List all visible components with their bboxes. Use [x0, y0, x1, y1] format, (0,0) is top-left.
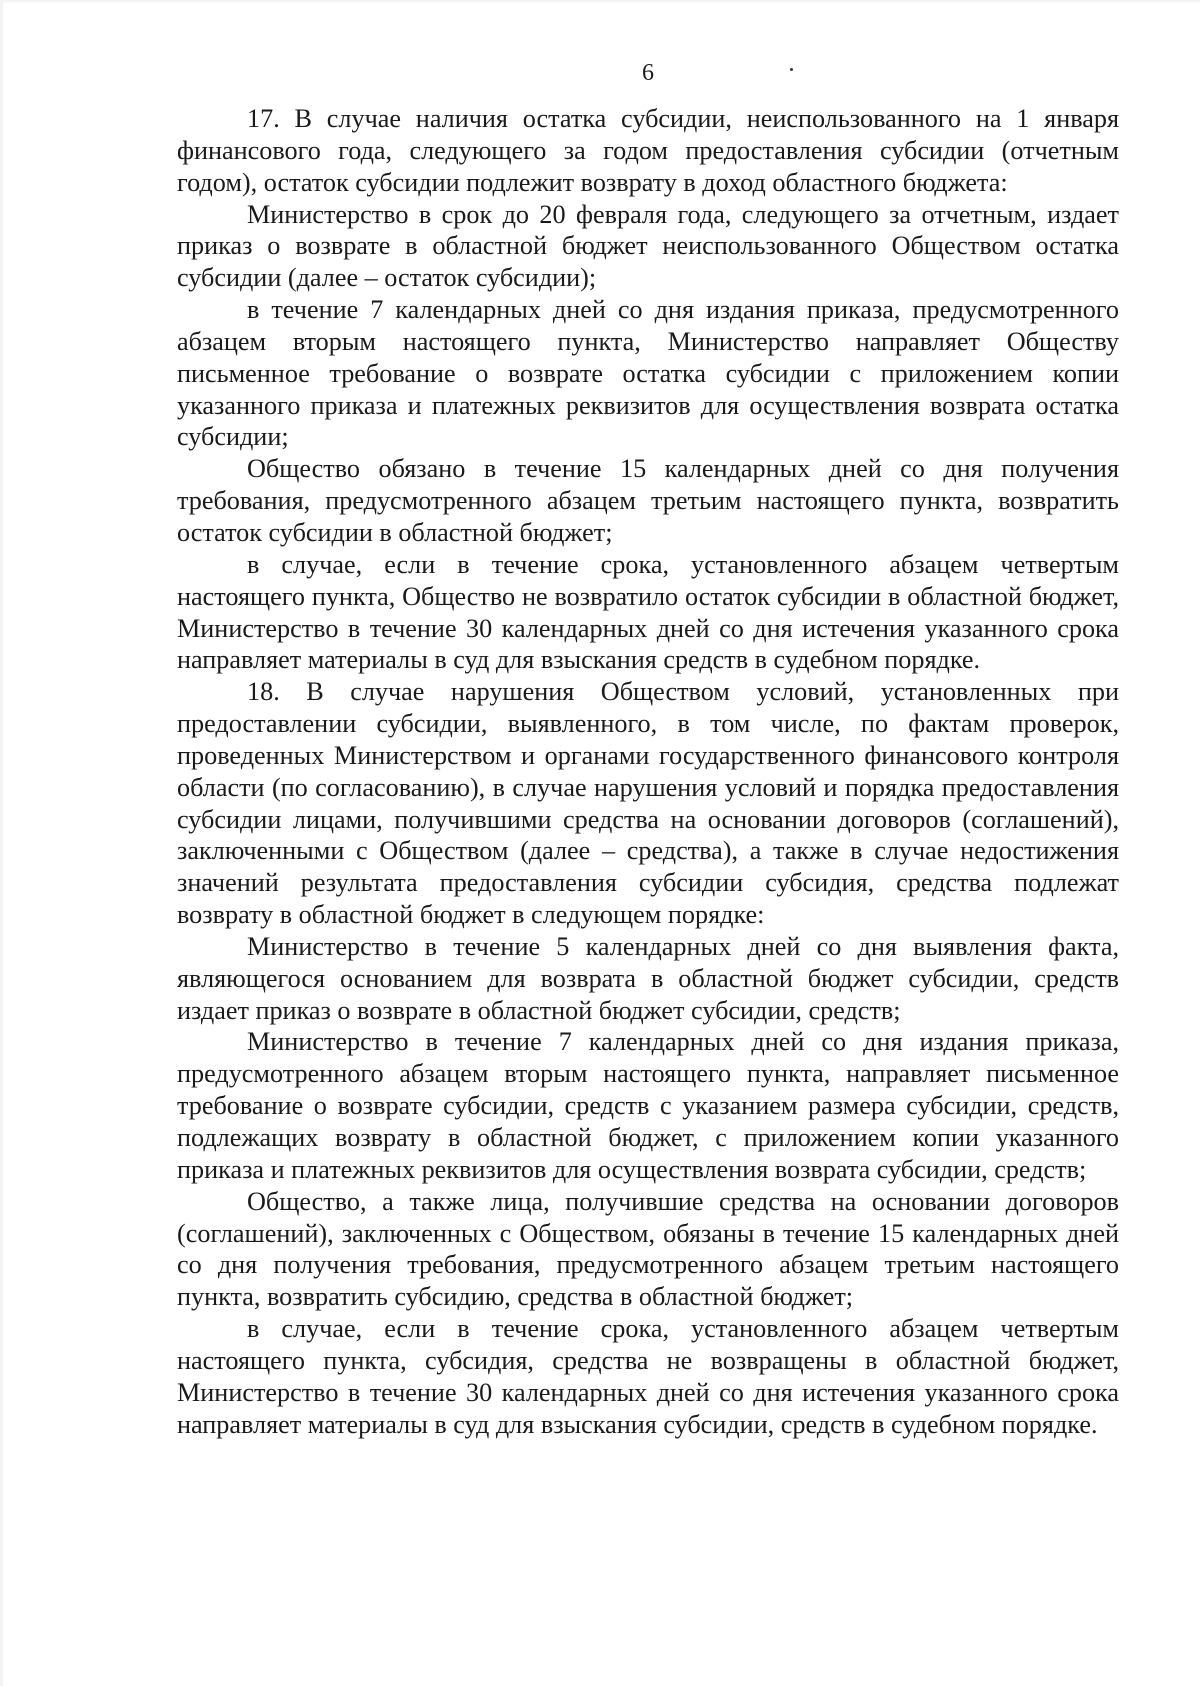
paragraph-18-requirement: Министерство в течение 7 календарных дней со дня издания приказа, предусмотренного абзацем вторым настоящего пункта, направляет письменное требование о возврате субсидии, средств с указанием размера субсидии, средств, подлежащих возврату в областной бюджет, с приложением копии указанного приказа и платежных реквизитов для осуществления возврата субсидии, средств; [177, 1027, 1119, 1184]
paragraph-18-return: Общество, а также лица, получившие средства на основании договоров (соглашений), заключенных с Обществом, обязаны в течение 15 календарных дней со дня получения требования, предусмотренного абзацем третьим настоящего пункта, возвратить субсидию, средства в областной бюджет; [177, 1186, 1119, 1312]
scan-edge-top [0, 0, 1200, 4]
paragraph-17-intro: 17. В случае наличия остатка субсидии, неиспользованного на 1 января финансового года, следующего за годом предоставления субсидии (отчетным годом), остаток субсидии подлежит возврату в доход областного бюджета: [177, 104, 1119, 197]
scan-edge-left [0, 0, 3, 1686]
scan-artifact-dot [790, 68, 793, 71]
paragraph-18-order: Министерство в течение 5 календарных дней со дня выявления факта, являющегося основанием для возврата в областной бюджет субсидии, средств издает приказ о возврате в областной бюджет субсидии, средств; [177, 931, 1119, 1025]
paragraph-17-order: Министерство в срок до 20 февраля года, следующего за отчетным, издает приказ о возврате в областной бюджет неиспользованного Обществом остатка субсидии (далее – остаток субсидии); [177, 199, 1119, 293]
paragraph-17-return: Общество обязано в течение 15 календарных дней со дня получения требования, предусмотренного абзацем третьим настоящего пункта, возвратить остаток субсидии в областной бюджет; [177, 454, 1119, 547]
paragraph-18-intro: 18. В случае нарушения Обществом условий, установленных при предоставлении субсидии, выявленного, в том числе, по фактам проверок, проведенных Министерством и органами государственного финансового контроля области (по согласованию), в случае нарушения условий и порядка предоставления субсидии лицами, получившими средства на основании договоров (соглашений), заключенными с Обществом (далее – средства), а также в случае недостижения значений результата предоставления субсидии субсидия, средства подлежат возврату в областной бюджет в следующем порядке: [177, 677, 1119, 930]
paragraph-17-court: в случае, если в течение срока, установленного абзацем четвертым настоящего пункта, Общество не возвратило остаток субсидии в областной бюджет, Министерство в течение 30 календарных дней со дня истечения указанного срока направляет материалы в суд для взыскания средств в судебном порядке. [177, 549, 1119, 675]
document-body [177, 103, 1119, 1440]
paragraph-18-court: в случае, если в течение срока, установленного абзацем четвертым настоящего пункта, субсидия, средства не возвращены в областной бюджет, Министерство в течение 30 календарных дней со дня истечения указанного срока направляет материалы в суд для взыскания субсидии, средств в судебном порядке. [177, 1314, 1119, 1439]
paragraph-17-requirement: в течение 7 календарных дней со дня издания приказа, предусмотренного абзацем вторым настоящего пункта, Министерство направляет Обществу письменное требование о возврате остатка субсидии с приложением копии указанного приказа и платежных реквизитов для осуществления возврата остатка субсидии; [177, 295, 1119, 452]
page-number: 6 [642, 60, 654, 86]
